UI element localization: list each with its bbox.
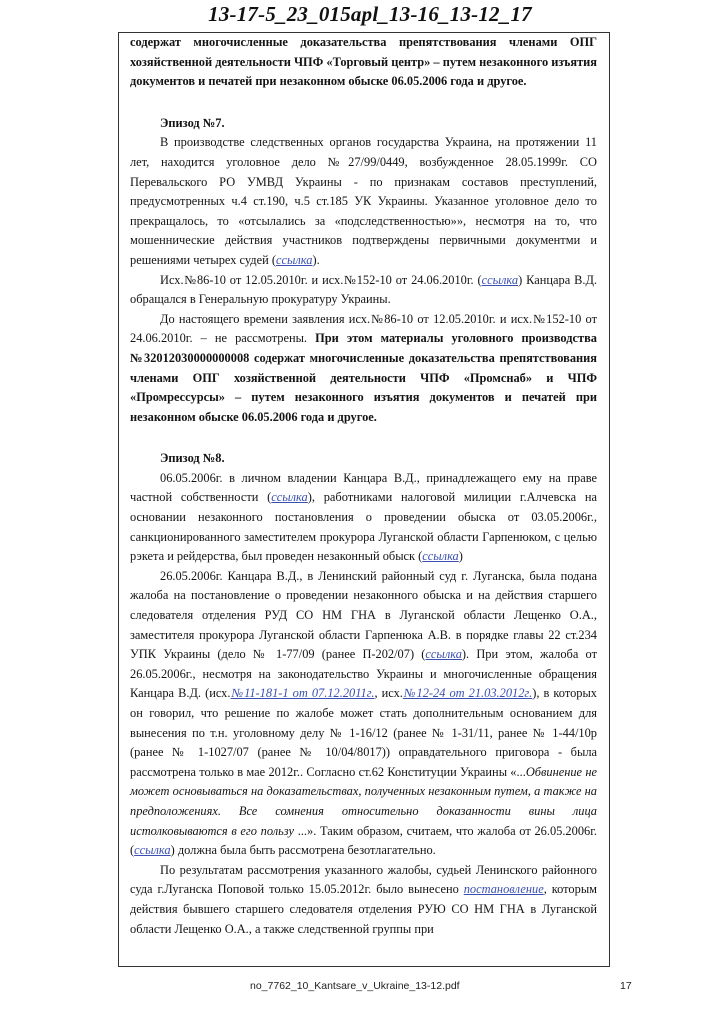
episode8-p2-text-c: , исх. [374, 686, 403, 701]
footer-filename: no_7762_10_Kantsare_v_Ukraine_13-12.pdf [250, 980, 460, 992]
episode8-p1-text-b: ), работниками налоговой милиции г.Алчевска на основании незаконного постановления о проведении обыска от 03.05.2006г., санкционированного заместителем прокурора Луганской области Гарпенюком, с целью рэкета и рейдерства, был проведен незаконный обыск ( [130, 490, 597, 564]
episode7-p2-end: ) Канцара В.Д. обращался в Генеральную прокуратуру Украины. [130, 272, 598, 307]
footer-page-number: 17 [620, 980, 632, 992]
episode8-p1-link-2[interactable]: ссылка [422, 549, 459, 564]
document-body [130, 33, 597, 939]
episode8-p2-italic-quote: Обвинение не может основываться на доказательствах, полученных незаконным путем, а также на предположениях. Все сомнения относительно доказанности вины лица истолковываются в его пользу [130, 764, 597, 838]
episode7-p1-end: ). [312, 252, 320, 267]
episode8-p2-link-1[interactable]: ссылка [425, 647, 462, 662]
episode8-paragraph-2 [130, 567, 597, 861]
episode7-paragraph-2 [130, 271, 597, 310]
spacer [130, 92, 597, 114]
episode8-p3-text-a: По результатам рассмотрения указанного жалобы, судьей Ленинского районного суда г.Луганска Поповой только 15.05.2012г. было вынесено [130, 862, 597, 897]
episode7-p1-text: В производстве следственных органов государства Украина, на протяжении 11 лет, находится уголовное дело №27/99/0449, возбужденное 28.05.1999г. СО Перевальского РО УМВД Украины - по признакам составов преступлений, предусмотренных ч.4 ст.190, ч.5 ст.185 УК Украины. Указанное уголовное дело то прекращалось, то «отсылались за «подследственностью»», несмотря на то, что мошеннические действия участников подтверждены первичными документми и решениями четырех судей ( [130, 135, 597, 267]
episode8-p3-link[interactable]: постановление [463, 882, 544, 897]
episode7-p1-link[interactable]: ссылка [275, 252, 313, 267]
spacer [130, 427, 597, 449]
episode8-p2-link-4[interactable]: ссылка [134, 843, 171, 858]
episode8-p2-text-e: ...». Таким образом, считаем, что жалоба от 26.05.2006г. ( [130, 823, 597, 858]
episode8-p2-link-2[interactable]: №11-181-1 от 07.12.2011г. [230, 686, 375, 701]
episode8-p1-link-1[interactable]: ссылка [271, 490, 308, 505]
episode7-p3-normal: До настоящего времени заявления исх.№86-10 от 12.05.2010г. и исх.№152-10 от 24.06.2010г. – не рассмотрены. [130, 311, 597, 346]
episode8-paragraph-3 [130, 861, 597, 939]
episode8-p2-text-a: 26.05.2006г. Канцара В.Д., в Ленинский районный суд г. Луганска, была подана жалоба на постановление о проведении незаконного обыска и на действия старшего следователя отделения РУД СО НМ ГНА в Луганской области Лещенко О.А., заместителя прокурора Луганской области Гарпенюка А.В. в порядке главы 22 ст.234 УПК Украины (дело № 1-77/09 (ранее П-202/07) ( [130, 568, 597, 662]
episode8-p2-text-b: ). При этом, жалоба от 26.05.2006г., несмотря на законодательство Украины и многочисленные обращения Канцара В.Д. (исх. [130, 647, 598, 701]
episode8-p1-text-a: 06.05.2006г. в личном владении Канцара В.Д., принадлежащего ему на праве частной собственности ( [130, 470, 597, 505]
episode7-heading: Эпизод №7. [160, 115, 225, 130]
episode8-p3-text-b: , которым действия бывшего старшего следователя отделения РУЮ СО НМ ГНА в Луганской области Лещенко О.А., а также следственной группы при [130, 882, 597, 936]
episode7-paragraph-1 [130, 133, 597, 270]
episode8-heading: Эпизод №8. [160, 451, 225, 466]
document-header-title: 13-17-5_23_015apl_13-16_13-12_17 [208, 2, 532, 26]
episode7-p2-start: Исх.№86-10 от 12.05.2010г. и исх.№152-10 от 24.06.2010г. ( [160, 272, 482, 287]
episode7-p2-link[interactable]: ссылка [481, 272, 519, 287]
episode7-paragraph-3 [130, 310, 597, 428]
episode8-p2-link-3[interactable]: №12-24 от 21.03.2012г. [402, 686, 533, 701]
episode8-p2-text-f: ) должна была быть рассмотрена безотлагательно. [170, 843, 436, 858]
episode8-p2-text-d: ), в которых он говорил, что решение по жалобе может стать дополнительным основанием для вынесения по т.н. уголовному делу № 1-16/12 (ранее № 1-31/11, ранее № 1-44/10р (ранее № 1-1027/07 (ранее № 10/04/8017)) оправдательного приговора - была рассмотрена только в мае 2012г.. Согласно ст.62 Конституции Украины «... [130, 686, 597, 779]
top-block-text: содержат многочисленные доказательства препятствования членами ОПГ хозяйственной деятельности ЧПФ «Торговый центр» – путем незаконного изъятия документов и печатей при незаконном обыске 06.05.2006 года и другое. [130, 35, 597, 89]
episode8-p1-text-c: ) [458, 549, 463, 564]
episode8-paragraph-1 [130, 469, 597, 567]
episode7-p3-bold: При этом материалы уголовного производства №32012030000000008 содержат многочисленные доказательства препятствования членами ОПГ хозяйственной деятельности ЧПФ «Промснаб» и ЧПФ «Промрессурсы» – путем незаконного изъятия документов и печатей при незаконном обыске 06.05.2006 года и другое. [130, 331, 598, 424]
